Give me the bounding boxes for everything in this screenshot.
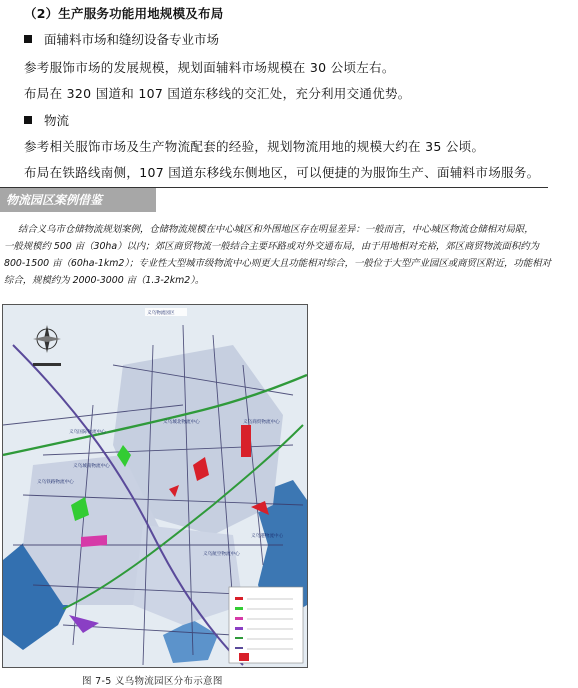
map-label: 义乌航空物流中心 bbox=[203, 552, 240, 557]
map-label: 义乌物流园区 bbox=[147, 311, 175, 316]
map-label: 义乌城北物流中心 bbox=[163, 420, 200, 425]
map-legend bbox=[229, 587, 303, 663]
map-label: 义乌城南物流中心 bbox=[73, 464, 110, 469]
logistics-map bbox=[2, 304, 308, 668]
case-line: 一般规模约 500 亩（30ha）以内；郊区商贸物流一般结合主要环路或对外交通布局，由于用地相对充裕，郊区商贸物流面积约为 bbox=[4, 241, 539, 252]
logistics-zone-marker bbox=[241, 425, 251, 457]
bullet-label: 物流 bbox=[44, 113, 70, 128]
case-line: 结合义乌市仓储物流规划案例，仓储物流规模在中心城区和外围地区存在明显差异：一般而言，中心城区物流仓储相对局限， bbox=[18, 224, 534, 235]
section-band-title: 物流园区案例借鉴 bbox=[0, 188, 156, 212]
bullet-square-icon bbox=[24, 35, 32, 43]
bullet-item bbox=[24, 30, 219, 48]
logo-icon bbox=[239, 653, 249, 661]
paragraph: 布局在 320 国道和 107 国道东移线的交汇处，充分利用交通优势。 bbox=[24, 86, 411, 101]
map-label: 义乌铁路物流中心 bbox=[37, 480, 74, 485]
case-line: 800-1500 亩（60ha-1km2）；专业性大型城市级物流中心则更大且功能相对综合，一般位于大型产业园区或商贸区附近，功能相对 bbox=[4, 258, 551, 269]
scale-bar bbox=[33, 363, 61, 366]
bullet-label: 面辅料市场和缝纫设备专业市场 bbox=[44, 32, 220, 47]
paragraph: 参考相关服饰市场及生产物流配套的经验，规划物流用地的规模大约在 35 公顷。 bbox=[24, 139, 485, 154]
paragraph: 布局在铁路线南侧，107 国道东移线东侧地区，可以便捷的为服饰生产、面辅料市场服务。 bbox=[24, 165, 540, 180]
bullet-square-icon bbox=[24, 116, 32, 124]
section-heading: （2）生产服务功能用地规模及布局 bbox=[24, 6, 224, 21]
figure-caption: 图 7-5 义乌物流园区分布示意图 bbox=[82, 676, 223, 687]
logistics-zone-marker bbox=[81, 535, 107, 547]
map-label: 义乌商贸物流中心 bbox=[243, 420, 280, 425]
bullet-item bbox=[24, 111, 69, 129]
case-paragraph bbox=[4, 221, 570, 289]
case-line: 综合，规模约为 2000-3000 亩（1.3-2km2）。 bbox=[4, 275, 205, 286]
map-label: 义乌港物流中心 bbox=[251, 534, 284, 539]
map-label: 义乌国际物流中心 bbox=[69, 430, 106, 435]
map-svg bbox=[3, 305, 307, 667]
paragraph: 参考服饰市场的发展规模，规划面辅料市场规模在 30 公顷左右。 bbox=[24, 60, 395, 75]
